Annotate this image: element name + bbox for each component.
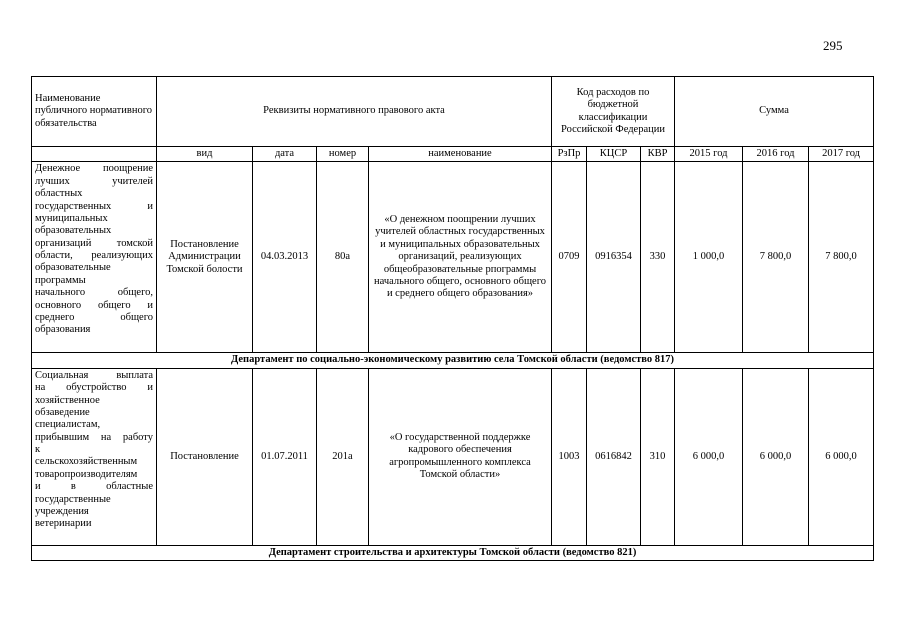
subheader-2015: 2015 год bbox=[675, 147, 743, 162]
act-type: Постановление bbox=[157, 368, 253, 545]
subheader-number: номер bbox=[317, 147, 369, 162]
obligation-line: обзаведение bbox=[35, 406, 90, 418]
code-rzpr: 0709 bbox=[552, 162, 587, 353]
page-number: 295 bbox=[823, 38, 843, 53]
obligation-line: на обустройство и bbox=[35, 382, 153, 394]
header-row bbox=[32, 77, 874, 147]
sum-2015: 1 000,0 bbox=[675, 162, 743, 353]
sum-2017: 7 800,0 bbox=[809, 162, 874, 353]
act-date: 01.07.2011 bbox=[253, 368, 317, 545]
subheader-type: вид bbox=[157, 147, 253, 162]
act-type: Постановление Администрации Томской болости bbox=[157, 162, 253, 353]
obligation-line: муниципальных bbox=[35, 212, 108, 224]
obligation-line: образования bbox=[35, 324, 91, 336]
department-817: Департамент по социально-экономическому развитию села Томской области (ведомство 817) bbox=[32, 353, 874, 368]
sum-2016: 7 800,0 bbox=[743, 162, 809, 353]
department-row bbox=[32, 545, 874, 560]
department-821: Департамент строительства и архитектуры Томской области (ведомство 821) bbox=[32, 545, 874, 560]
obligation-line: товаропроизводителям bbox=[35, 468, 138, 480]
subheader-2016: 2016 год bbox=[743, 147, 809, 162]
subheader-name: наименование bbox=[369, 147, 552, 162]
act-name: «О денежном поощрении лучших учителей областных государственных и муниципальных образовательных организаций, реализующих общеобразовательные рпограммы начального общего, основного общего и среднего общего образования» bbox=[369, 162, 552, 353]
obligation-line: образовательных bbox=[35, 225, 112, 237]
obligation-line: государственные bbox=[35, 493, 111, 505]
obligation-line: организаций томской bbox=[35, 237, 153, 249]
subheader-kcsr: КЦСР bbox=[587, 147, 641, 162]
subheader-row bbox=[32, 147, 874, 162]
act-name: «О государственной поддержке кадрового обеспечения агропромышленного комплекса Томской области» bbox=[369, 368, 552, 545]
header-requisites: Реквизиты нормативного правового акта bbox=[157, 77, 552, 147]
code-kvr: 330 bbox=[641, 162, 675, 353]
sum-2017: 6 000,0 bbox=[809, 368, 874, 545]
obligation-line: начального общего, bbox=[35, 287, 153, 299]
subheader-date: дата bbox=[253, 147, 317, 162]
obligation-line: области, реализующих bbox=[35, 250, 153, 261]
act-number: 80а bbox=[317, 162, 369, 353]
obligation-line: к bbox=[35, 444, 41, 455]
obligation-line: государственных и bbox=[35, 200, 153, 212]
sum-2015: 6 000,0 bbox=[675, 368, 743, 545]
obligation-line: основного общего и bbox=[35, 299, 153, 311]
obligation-line: областных bbox=[35, 188, 83, 200]
obligations-table bbox=[31, 76, 874, 561]
table-row bbox=[32, 162, 874, 353]
code-kcsr: 0616842 bbox=[587, 368, 641, 545]
obligation-line: лучших учителей bbox=[35, 175, 153, 187]
obligation-line: сельскохозяйственным bbox=[35, 456, 138, 468]
subheader-2017: 2017 год bbox=[809, 147, 874, 162]
subheader-kvr: КВР bbox=[641, 147, 675, 162]
department-row bbox=[32, 353, 874, 368]
header-budget-code: Код расходов по бюджетной классификации Российской Федерации bbox=[552, 77, 675, 147]
obligation-line: прибывшим на работу bbox=[35, 431, 153, 443]
act-number: 201а bbox=[317, 368, 369, 545]
subheader-empty bbox=[32, 147, 157, 162]
header-obligation: Наименование публичного нормативного обязательства bbox=[32, 77, 157, 147]
obligation-line: образовательные bbox=[35, 262, 111, 274]
obligation-line: и в областные bbox=[35, 481, 153, 493]
header-sum: Сумма bbox=[675, 77, 874, 147]
obligation-cell bbox=[32, 368, 157, 545]
obligation-line: хозяйственное bbox=[35, 394, 100, 406]
obligation-line: специалистам, bbox=[35, 419, 101, 431]
obligation-line: Социальная выплата bbox=[35, 369, 153, 381]
code-rzpr: 1003 bbox=[552, 368, 587, 545]
obligation-line: программы bbox=[35, 274, 86, 286]
code-kvr: 310 bbox=[641, 368, 675, 545]
obligation-line: ветеринарии bbox=[35, 518, 92, 530]
act-date: 04.03.2013 bbox=[253, 162, 317, 353]
table-row bbox=[32, 368, 874, 545]
obligation-line: учреждения bbox=[35, 505, 89, 517]
code-kcsr: 0916354 bbox=[587, 162, 641, 353]
sum-2016: 6 000,0 bbox=[743, 368, 809, 545]
obligation-cell bbox=[32, 162, 157, 353]
subheader-rzpr: РзПр bbox=[552, 147, 587, 162]
obligation-line: Денежное поощрение bbox=[35, 163, 153, 175]
obligation-line: среднего общего bbox=[35, 311, 153, 323]
